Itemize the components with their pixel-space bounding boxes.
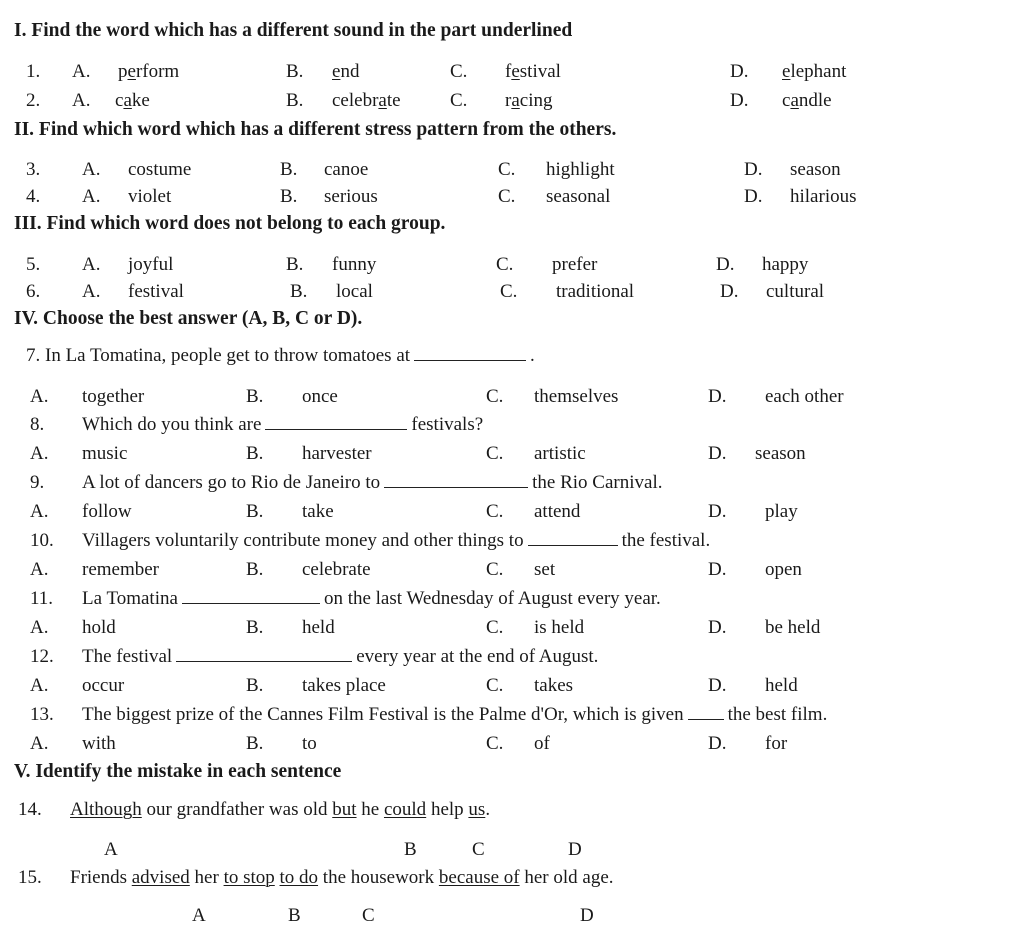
option-b: once [302,386,338,407]
option-a: festival [128,281,184,302]
option-b: local [336,281,373,302]
option-d: be held [765,617,821,638]
option-c: festival [505,61,561,82]
question-number: 12. [30,646,54,667]
option-a-letter: A. [30,733,49,754]
option-c: is held [534,617,585,638]
option-b: takes place [302,675,386,696]
option-c-letter: C. [500,281,518,302]
section-3-title: III. Find which word does not belong to each group. [14,213,446,234]
question-stem: La Tomatina on the last Wednesday of August every year. [82,588,661,609]
option-b-letter: B. [290,281,308,302]
option-c: set [534,559,556,580]
option-d: candle [782,90,832,111]
option-c: of [534,733,550,754]
option-a-letter: A. [82,186,101,207]
question-stem: A lot of dancers go to Rio de Janeiro to the Rio Carnival. [82,472,663,493]
option-d: for [765,733,788,754]
option-a-letter: A. [30,559,49,580]
option-b: celebrate [332,90,401,111]
option-d-letter: D. [744,186,763,207]
option-d-letter: D. [744,159,763,180]
option-b: end [332,61,360,82]
option-b-letter: B. [286,61,304,82]
option-c: racing [505,90,553,111]
option-a: with [82,733,116,754]
option-d: play [765,501,798,522]
option-a-letter: A. [72,61,91,82]
option-b: canoe [324,159,369,180]
option-d-letter: D. [730,61,749,82]
question-number: 14. [18,799,42,820]
option-b-letter: B. [246,386,264,407]
option-a-letter: A. [82,159,101,180]
option-d: held [765,675,798,696]
option-a: music [82,443,128,464]
mistake-label-c: C [472,839,485,860]
option-b: serious [324,186,378,207]
question-stem: Villagers voluntarily contribute money and other things to the festival. [82,530,711,551]
option-b-letter: B. [246,501,264,522]
option-c: takes [534,675,574,696]
option-a: joyful [128,254,174,275]
option-a: follow [82,501,132,522]
option-a-letter: A. [30,617,49,638]
question-number: 3. [26,159,41,180]
question-number: 13. [30,704,54,725]
option-c-letter: C. [486,675,504,696]
mistake-label-a: A [192,905,206,926]
option-d-letter: D. [716,254,735,275]
option-c-letter: C. [498,159,516,180]
question-number: 9. [30,472,45,493]
option-a: costume [128,159,192,180]
option-a: cake [115,90,150,111]
option-a: together [82,386,145,407]
option-d-letter: D. [708,386,727,407]
question-stem: Which do you think are festivals? [82,414,484,435]
question-number: 11. [30,588,54,609]
question-number: 10. [30,530,54,551]
mistake-label-d: D [568,839,582,860]
option-b-letter: B. [246,617,264,638]
option-d-letter: D. [720,281,739,302]
option-a-letter: A. [30,675,49,696]
option-b: harvester [302,443,372,464]
option-d-letter: D. [730,90,749,111]
option-c-letter: C. [450,61,468,82]
option-c-letter: C. [486,559,504,580]
question-stem: The festival every year at the end of August. [82,646,599,667]
option-b-letter: B. [280,186,298,207]
mistake-label-a: A [104,839,118,860]
section-4-title: IV. Choose the best answer (A, B, C or D). [14,308,363,329]
option-d-letter: D. [708,617,727,638]
question-number: 5. [26,254,41,275]
option-c: highlight [546,159,615,180]
option-a-letter: A. [72,90,91,111]
option-a: perform [118,61,180,82]
option-b: celebrate [302,559,371,580]
question-sentence: Although our grandfather was old but he could help us. [70,799,491,820]
question-number: 15. [18,867,42,888]
option-b: funny [332,254,377,275]
option-c-letter: C. [486,733,504,754]
option-b-letter: B. [280,159,298,180]
option-c-letter: C. [486,501,504,522]
option-b-letter: B. [246,559,264,580]
option-d: elephant [782,61,847,82]
option-d: season [755,443,806,464]
option-a: hold [82,617,116,638]
option-c: prefer [552,254,598,275]
option-b-letter: B. [286,90,304,111]
option-c-letter: C. [486,443,504,464]
option-b-letter: B. [246,733,264,754]
section-5-title: V. Identify the mistake in each sentence [14,761,342,782]
option-b: to [302,733,317,754]
option-d-letter: D. [708,443,727,464]
question-stem: The biggest prize of the Cannes Film Festival is the Palme d'Or, which is given the best film. [82,704,828,725]
option-c-letter: C. [486,617,504,638]
section-1-title: I. Find the word which has a different sound in the part underlined [14,20,573,41]
option-d: season [790,159,841,180]
option-c-letter: C. [450,90,468,111]
option-c: seasonal [546,186,611,207]
mistake-label-b: B [288,905,301,926]
mistake-label-d: D [580,905,594,926]
option-c: attend [534,501,581,522]
question-stem: 7. In La Tomatina, people get to throw tomatoes at . [26,345,535,366]
question-number: 2. [26,90,41,111]
question-number: 4. [26,186,41,207]
option-d-letter: D. [708,675,727,696]
option-a-letter: A. [82,254,101,275]
option-a-letter: A. [82,281,101,302]
option-c-letter: C. [486,386,504,407]
option-d: open [765,559,802,580]
option-d: cultural [766,281,825,302]
option-b: take [302,501,334,522]
question-number: 6. [26,281,41,302]
option-a: remember [82,559,160,580]
option-d: hilarious [790,186,857,207]
option-d: happy [762,254,809,275]
mistake-label-b: B [404,839,417,860]
option-d: each other [765,386,844,407]
section-2-title: II. Find which word which has a different stress pattern from the others. [14,119,617,140]
question-sentence: Friends advised her to stop to do the housework because of her old age. [70,867,614,888]
option-c: artistic [534,443,586,464]
question-number: 1. [26,61,41,82]
option-d-letter: D. [708,733,727,754]
option-a-letter: A. [30,443,49,464]
option-b-letter: B. [286,254,304,275]
option-b-letter: B. [246,443,264,464]
option-c: themselves [534,386,619,407]
option-a: violet [128,186,172,207]
option-b: held [302,617,335,638]
option-b-letter: B. [246,675,264,696]
question-number: 8. [30,414,45,435]
option-c: traditional [556,281,635,302]
option-a: occur [82,675,125,696]
option-a-letter: A. [30,501,49,522]
option-a-letter: A. [30,386,49,407]
mistake-label-c: C [362,905,375,926]
option-c-letter: C. [498,186,516,207]
option-c-letter: C. [496,254,514,275]
option-d-letter: D. [708,559,727,580]
option-d-letter: D. [708,501,727,522]
